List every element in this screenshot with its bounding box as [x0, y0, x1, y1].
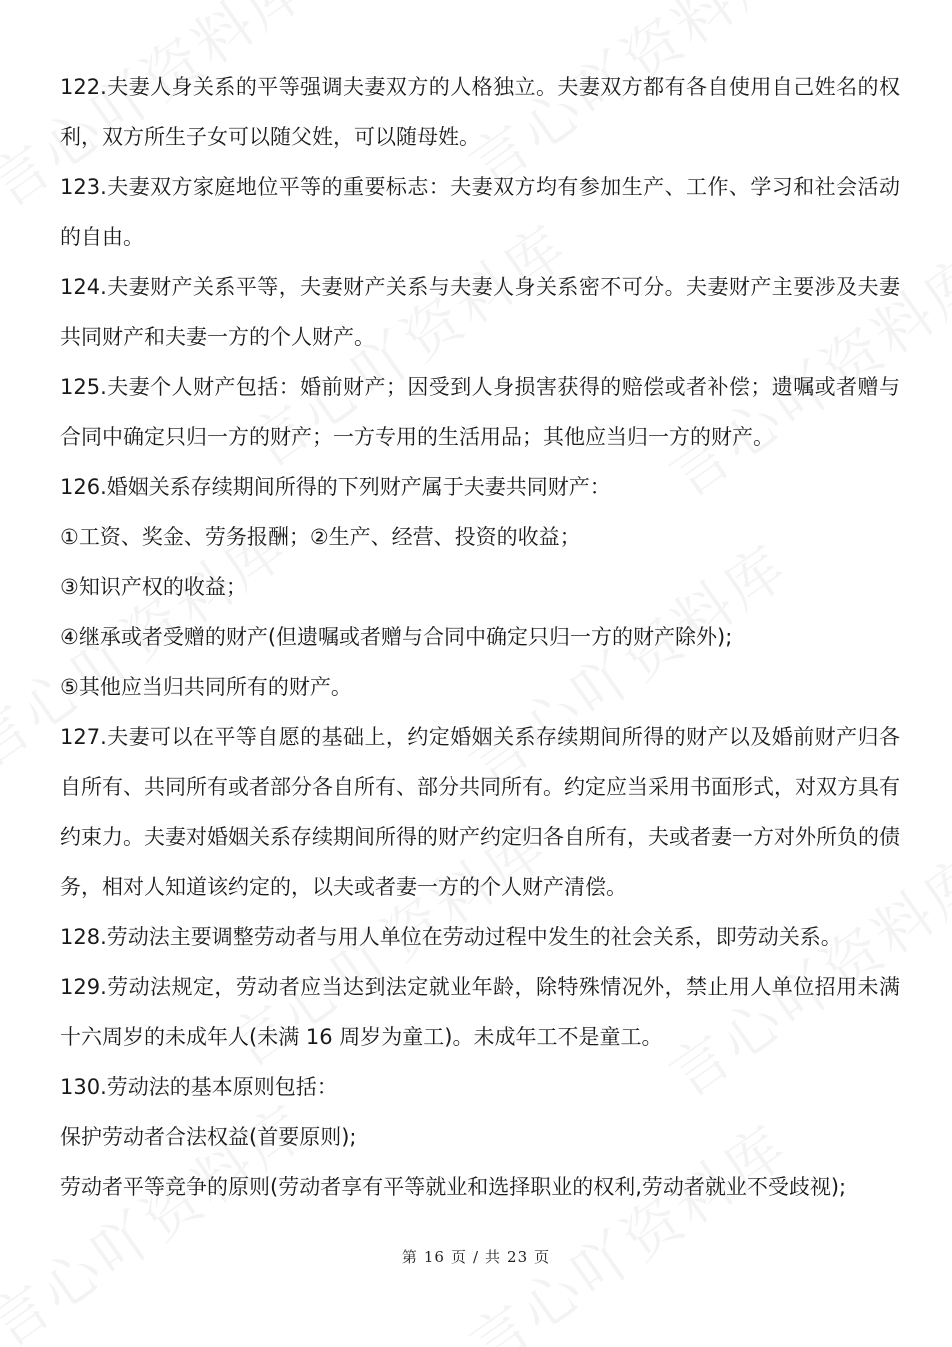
page-footer	[0, 1246, 952, 1267]
paragraph-127: 127.夫妻可以在平等自愿的基础上，约定婚姻关系存续期间所得的财产以及婚前财产归各自所有、共同所有或者部分各自所有、部分共同所有。约定应当采用书面形式，对双方具有约束力。夫妻对婚姻关系存续期间所得的财产约定归各自所有，夫或者妻一方对外所负的债务，相对人知道该约定的，以夫或者妻一方的个人财产清偿。	[60, 725, 900, 899]
list-item-other: ⑤其他应当归共同所有的财产。	[60, 675, 352, 699]
list-item-ip: ③知识产权的收益；	[60, 575, 247, 599]
page-current: 16	[423, 1248, 445, 1266]
paragraph-124: 124.夫妻财产关系平等，夫妻财产关系与夫妻人身关系密不可分。夫妻财产主要涉及夫妻共同财产和夫妻一方的个人财产。	[60, 275, 900, 349]
page-total: 23	[507, 1248, 529, 1266]
list-item-inheritance: ④继承或者受赠的财产(但遗嘱或者赠与合同中确定只归一方的财产除外);	[60, 625, 733, 649]
page-unit: 页	[450, 1248, 467, 1266]
principle-equal-competition: 劳动者平等竞争的原则(劳动者享有平等就业和选择职业的权利,劳动者就业不受歧视);	[60, 1175, 847, 1199]
paragraph-126: 126.婚姻关系存续期间所得的下列财产属于夫妻共同财产：	[60, 475, 611, 499]
document-body	[60, 62, 900, 1212]
total-unit: 页	[534, 1248, 551, 1266]
list-item-wages: ①工资、奖金、劳务报酬；②生产、经营、投资的收益；	[60, 525, 581, 549]
total-prefix: 共	[485, 1248, 502, 1266]
paragraph-128: 128.劳动法主要调整劳动者与用人单位在劳动过程中发生的社会关系，即劳动关系。	[60, 925, 842, 949]
paragraph-129: 129.劳动法规定，劳动者应当达到法定就业年龄，除特殊情况外，禁止用人单位招用未满十六周岁的未成年人(未满 16 周岁为童工)。未成年工不是童工。	[60, 975, 900, 1049]
paragraph-125: 125.夫妻个人财产包括：婚前财产；因受到人身损害获得的赔偿或者补偿；遗嘱或者赠与合同中确定只归一方的财产；一方专用的生活用品；其他应当归一方的财产。	[60, 375, 900, 449]
principle-protection: 保护劳动者合法权益(首要原则);	[60, 1125, 357, 1149]
page-separator: /	[472, 1248, 480, 1266]
paragraph-130: 130.劳动法的基本原则包括：	[60, 1075, 338, 1099]
paragraph-122: 122.夫妻人身关系的平等强调夫妻双方的人格独立。夫妻双方都有各自使用自己姓名的权利，双方所生子女可以随父姓，可以随母姓。	[60, 75, 900, 149]
page-prefix: 第	[401, 1248, 418, 1266]
paragraph-123: 123.夫妻双方家庭地位平等的重要标志：夫妻双方均有参加生产、工作、学习和社会活动的自由。	[60, 175, 900, 249]
